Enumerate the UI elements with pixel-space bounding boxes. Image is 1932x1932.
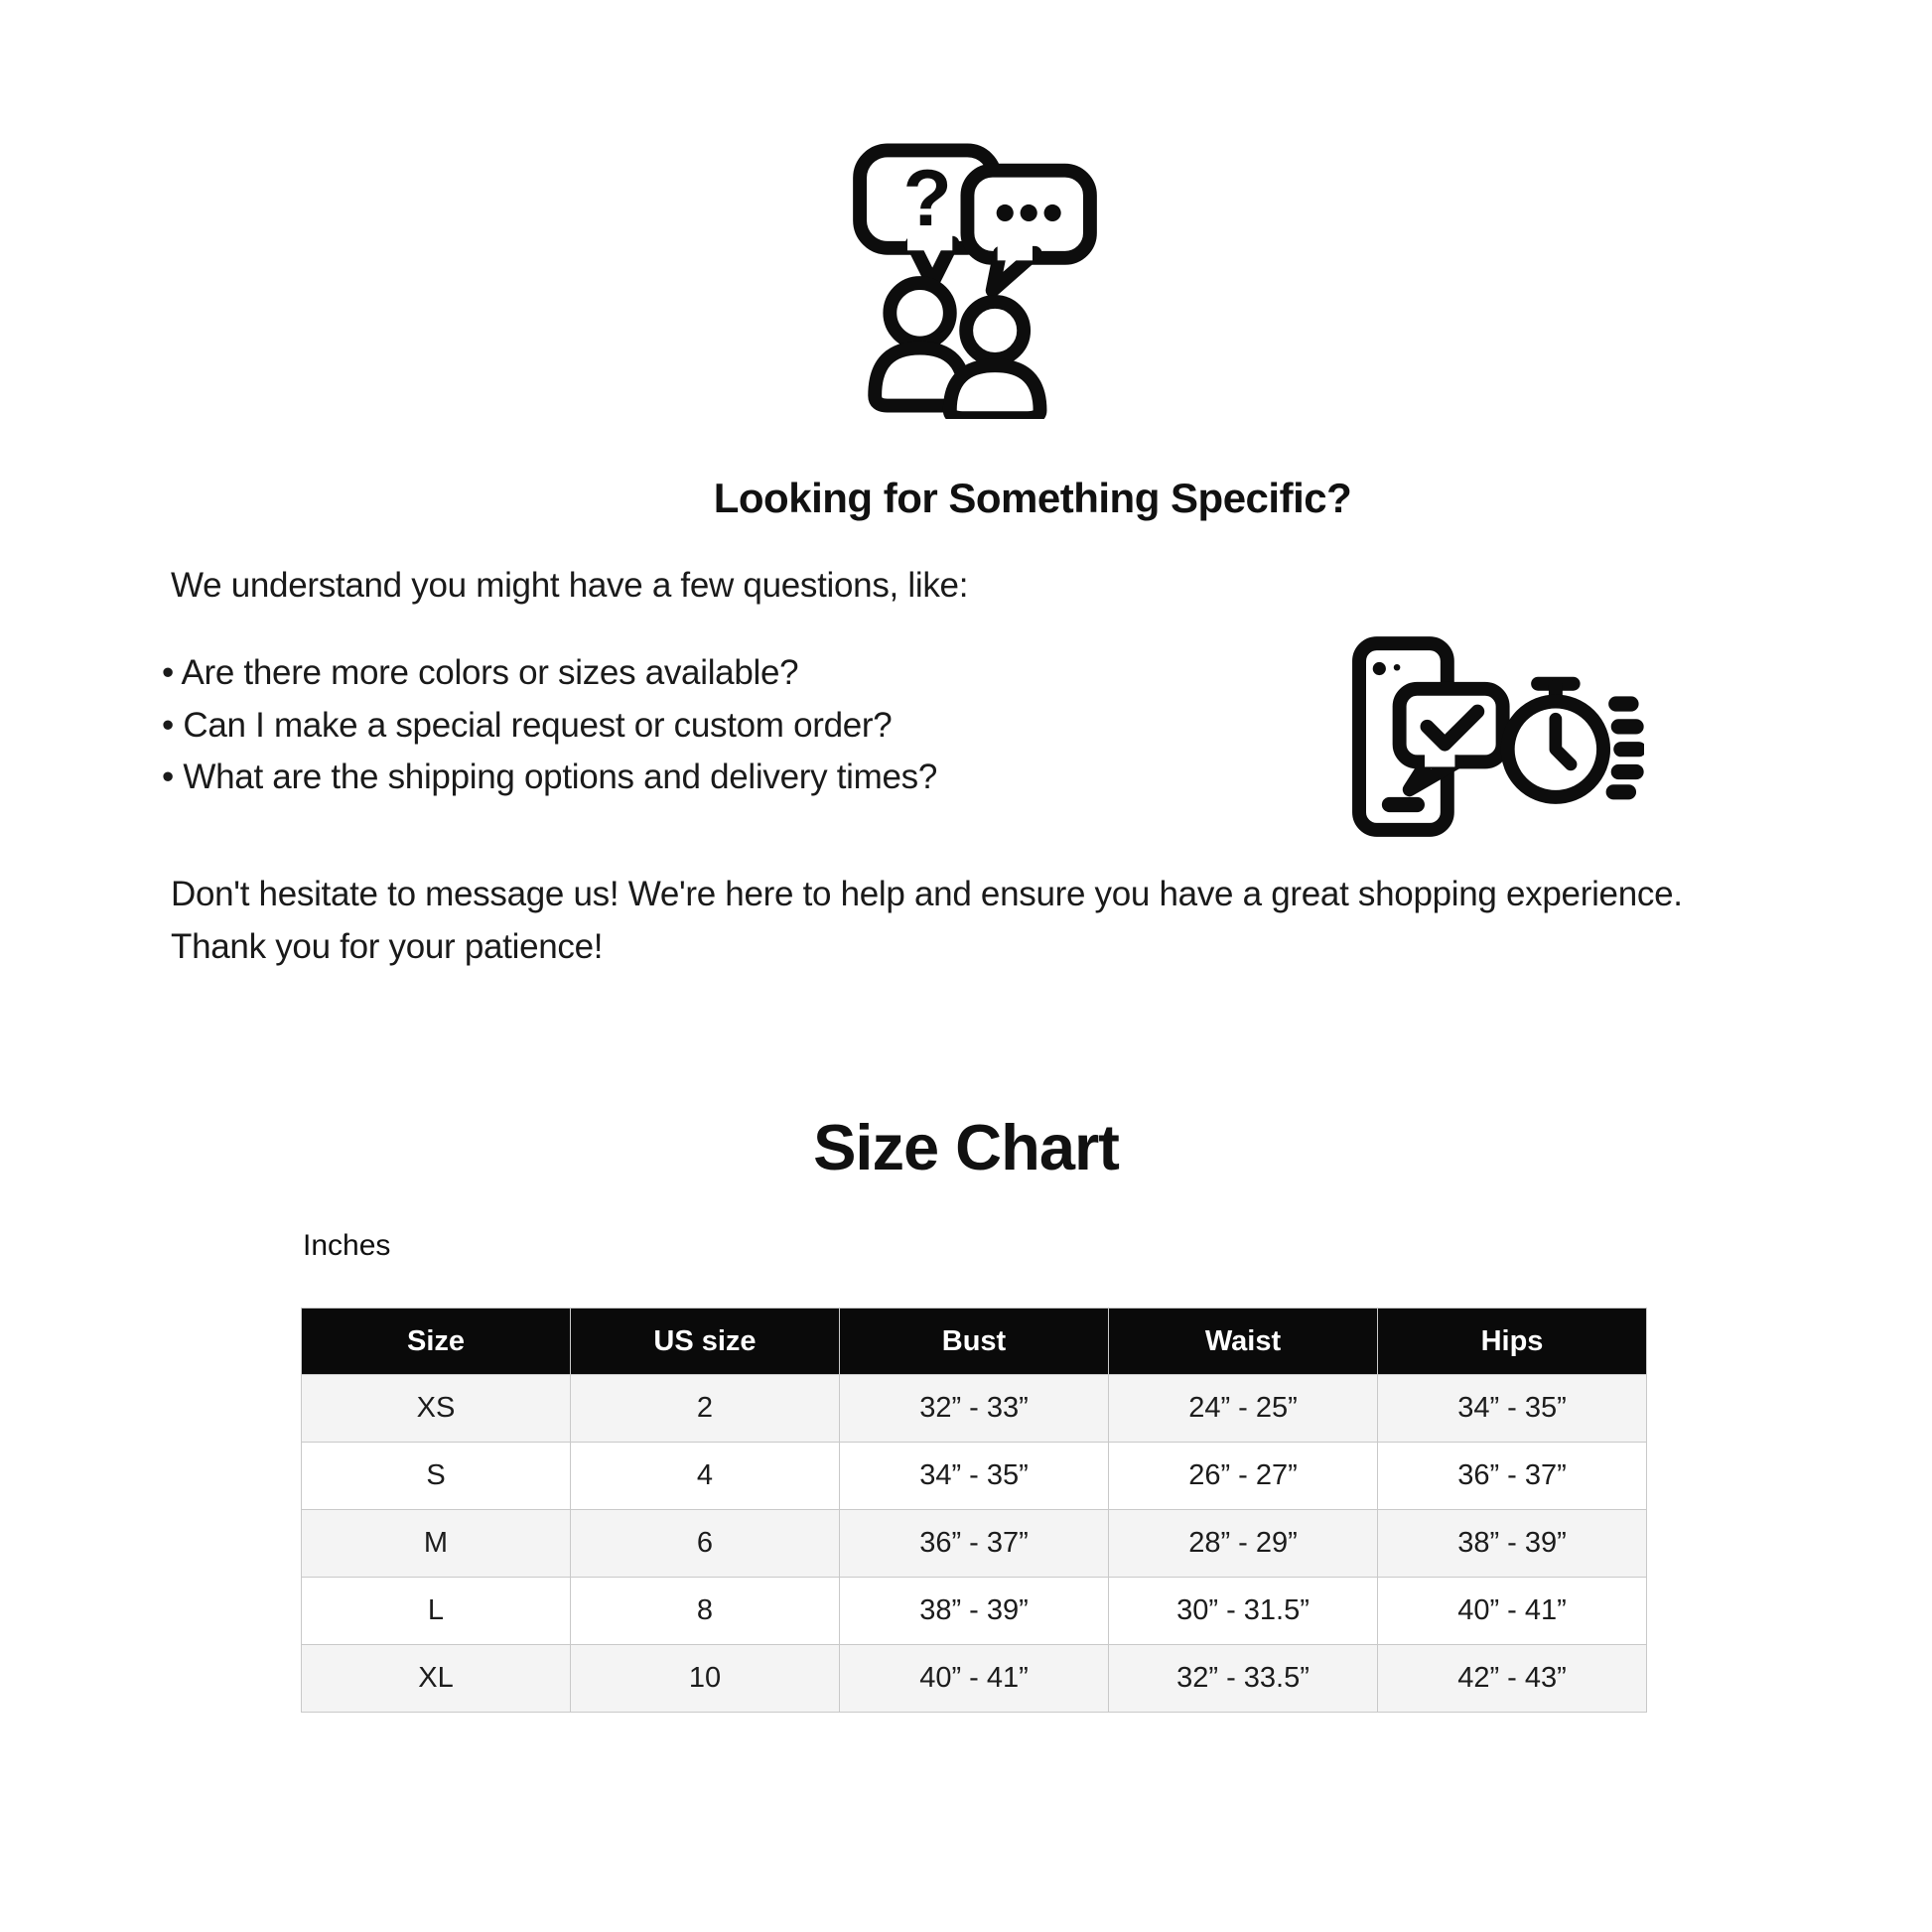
table-cell: S [302, 1443, 571, 1510]
table-cell: 38” - 39” [840, 1578, 1109, 1645]
table-row [302, 1375, 1647, 1443]
table-cell: 36” - 37” [840, 1510, 1109, 1578]
table-cell: 38” - 39” [1378, 1510, 1647, 1578]
size-table-body [302, 1375, 1647, 1713]
column-header: Waist [1109, 1309, 1378, 1375]
table-cell: 40” - 41” [1378, 1578, 1647, 1645]
svg-text:?: ? [902, 154, 952, 244]
size-chart-title: Size Chart [813, 1111, 1119, 1183]
table-cell: XS [302, 1375, 571, 1443]
table-cell: 34” - 35” [840, 1443, 1109, 1510]
table-row [302, 1443, 1647, 1510]
table-cell: 8 [571, 1578, 840, 1645]
table-row [302, 1578, 1647, 1645]
question-item: • What are the shipping options and delivery times? [162, 758, 938, 796]
chat-question-icon [850, 137, 1100, 419]
table-cell: XL [302, 1645, 571, 1713]
table-row [302, 1645, 1647, 1713]
column-header: US size [571, 1309, 840, 1375]
units-label: Inches [303, 1229, 391, 1262]
help-heading: Looking for Something Specific? [713, 475, 1352, 521]
table-cell: 10 [571, 1645, 840, 1713]
table-cell: 30” - 31.5” [1109, 1578, 1378, 1645]
table-cell: 24” - 25” [1109, 1375, 1378, 1443]
help-intro: We understand you might have a few questions, like: [171, 566, 969, 605]
column-header: Bust [840, 1309, 1109, 1375]
table-cell: L [302, 1578, 571, 1645]
table-cell: 40” - 41” [840, 1645, 1109, 1713]
size-chart-table [301, 1308, 1647, 1713]
table-cell: 4 [571, 1443, 840, 1510]
question-item: • Can I make a special request or custom order? [162, 705, 893, 745]
column-header: Hips [1378, 1309, 1647, 1375]
phone-fast-reply-icon [1346, 633, 1644, 840]
table-row [302, 1510, 1647, 1578]
table-cell: 36” - 37” [1378, 1443, 1647, 1510]
column-header: Size [302, 1309, 571, 1375]
help-closing: Don't hesitate to message us! We're here to help and ensure you have a great shopping experience. Thank you for your patience! [171, 875, 1683, 966]
table-cell: 34” - 35” [1378, 1375, 1647, 1443]
size-table-header-row [302, 1309, 1647, 1375]
question-item: • Are there more colors or sizes available? [162, 653, 799, 692]
table-cell: 32” - 33” [840, 1375, 1109, 1443]
table-cell: 28” - 29” [1109, 1510, 1378, 1578]
question-list [162, 647, 937, 804]
table-cell: 2 [571, 1375, 840, 1443]
table-cell: 26” - 27” [1109, 1443, 1378, 1510]
table-cell: M [302, 1510, 571, 1578]
table-cell: 32” - 33.5” [1109, 1645, 1378, 1713]
table-cell: 6 [571, 1510, 840, 1578]
table-cell: 42” - 43” [1378, 1645, 1647, 1713]
